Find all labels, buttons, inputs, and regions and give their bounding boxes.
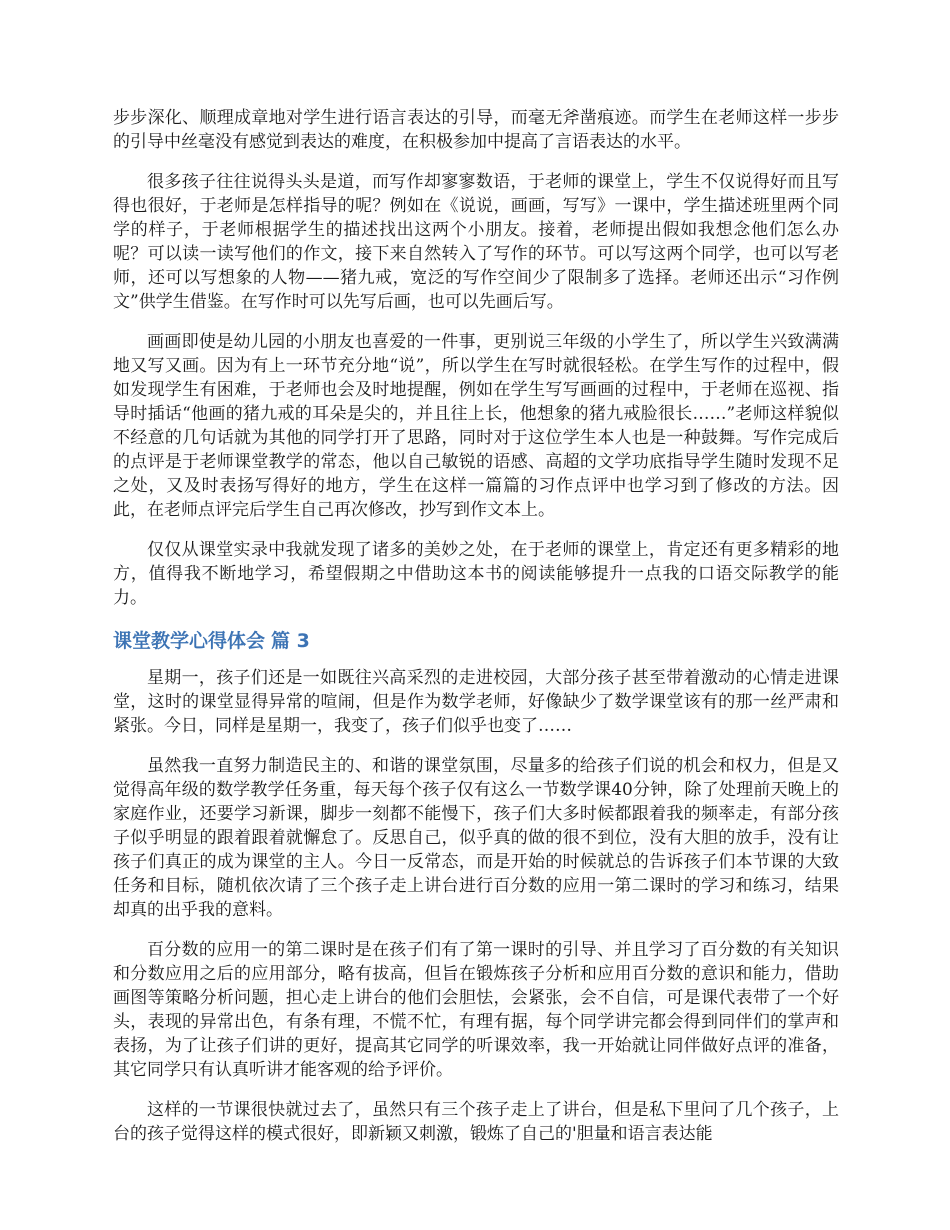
paragraph: 百分数的应用一的第二课时是在孩子们有了第一课时的引导、并且学习了百分数的有关知识和分数应用之后的应用部分，略有拔高，但旨在锻炼孩子分析和应用百分数的意识和能力，借助画图等策略分析问题，担心走上讲台的他们会胆怯，会紧张，会不自信，可是课代表带了一个好头，表现的异常出色，有条有理，不慌不忙，有理有据，每个同学讲完都会得到同伴们的掌声和表扬，为了让孩子们讲的更好，提高其它同学的听课效率，我一开始就让同伴做好点评的准备，其它同学只有认真听讲才能客观的给予评价。	[113, 940, 839, 1080]
paragraph: 虽然我一直努力制造民主的、和谐的课堂氛围，尽量多的给孩子们说的机会和权力，但是又觉得高年级的数学教学任务重，每天每个孩子仅有这么一节数学课40分钟，除了处理前天晚上的家庭作业，还要学习新课，脚步一刻都不能慢下，孩子们大多时候都跟着我的频率走，有部分孩子似乎明显的跟着跟着就懈怠了。反思自己，似乎真的做的很不到位，没有大胆的放手，没有让孩子们真正的成为课堂的主人。今日一反常态，而是开始的时候就总的告诉孩子们本节课的大致任务和目标，随机依次请了三个孩子走上讲台进行百分数的应用一第二课时的学习和练习，结果却真的出乎我的意料。	[113, 756, 839, 920]
paragraph: 仅仅从课堂实录中我就发现了诸多的美妙之处，在于老师的课堂上，肯定还有更多精彩的地方，值得我不断地学习，希望假期之中借助这本书的阅读能够提升一点我的口语交际教学的能力。	[113, 540, 839, 608]
section-heading-title: 课堂教学心得体会	[113, 630, 266, 652]
paragraph-continued: 步步深化、顺理成章地对学生进行语言表达的引导，而毫无斧凿痕迹。而学生在老师这样一步步的引导中丝毫没有感觉到表达的难度，在积极参加中提高了言语表达的水平。	[113, 108, 839, 152]
paragraph: 很多孩子往往说得头头是道，而写作却寥寥数语，于老师的课堂上，学生不仅说得好而且写得也很好，于老师是怎样指导的呢？例如在《说说，画画，写写》一课中，学生描述班里两个同学的样子，于老师根据学生的描述找出这两个小朋友。接着，老师提出假如我想念他们怎么办呢？可以读一读写他们的作文，接下来自然转入了写作的环节。可以写这两个同学，也可以写老师，还可以写想象的人物——猪九戒，宽泛的写作空间少了限制多了选择。老师还出示“习作例文”供学生借鉴。在写作时可以先写后画，也可以先画后写。	[113, 172, 839, 312]
paragraph: 星期一，孩子们还是一如既往兴高采烈的走进校园，大部分孩子甚至带着激动的心情走进课堂，这时的课堂显得异常的喧闹，但是作为数学老师，好像缺少了数学课堂该有的那一丝严肃和紧张。今日，同样是星期一，我变了，孩子们似乎也变了……	[113, 668, 839, 736]
section-heading	[113, 628, 839, 654]
section-heading-number: 篇 3	[271, 630, 310, 652]
paragraph-truncated: 这样的一节课很快就过去了，虽然只有三个孩子走上了讲台，但是私下里问了几个孩子，上台的孩子觉得这样的模式很好，即新颖又刺激，锻炼了自己的'胆量和语言表达能	[113, 1100, 839, 1144]
paragraph: 画画即使是幼儿园的小朋友也喜爱的一件事，更别说三年级的小学生了，所以学生兴致满满地又写又画。因为有上一环节充分地“说”，所以学生在写时就很轻松。在学生写作的过程中，假如发现学生有困难，于老师也会及时地提醒，例如在学生写写画画的过程中，于老师在巡视、指导时插话“他画的猪九戒的耳朵是尖的，并且往上长，他想象的猪九戒脸很长……”老师这样貌似不经意的几句话就为其他的同学打开了思路，同时对于这位学生本人也是一种鼓舞。写作完成后的点评是于老师课堂教学的常态，他以自己敏锐的语感、高超的文学功底指导学生随时发现不足之处，又及时表扬写得好的地方，学生在这样一篇篇的习作点评中也学习到了修改的方法。因此，在老师点评完后学生自己再次修改，抄写到作文本上。	[113, 332, 839, 520]
document-page	[113, 106, 839, 1162]
